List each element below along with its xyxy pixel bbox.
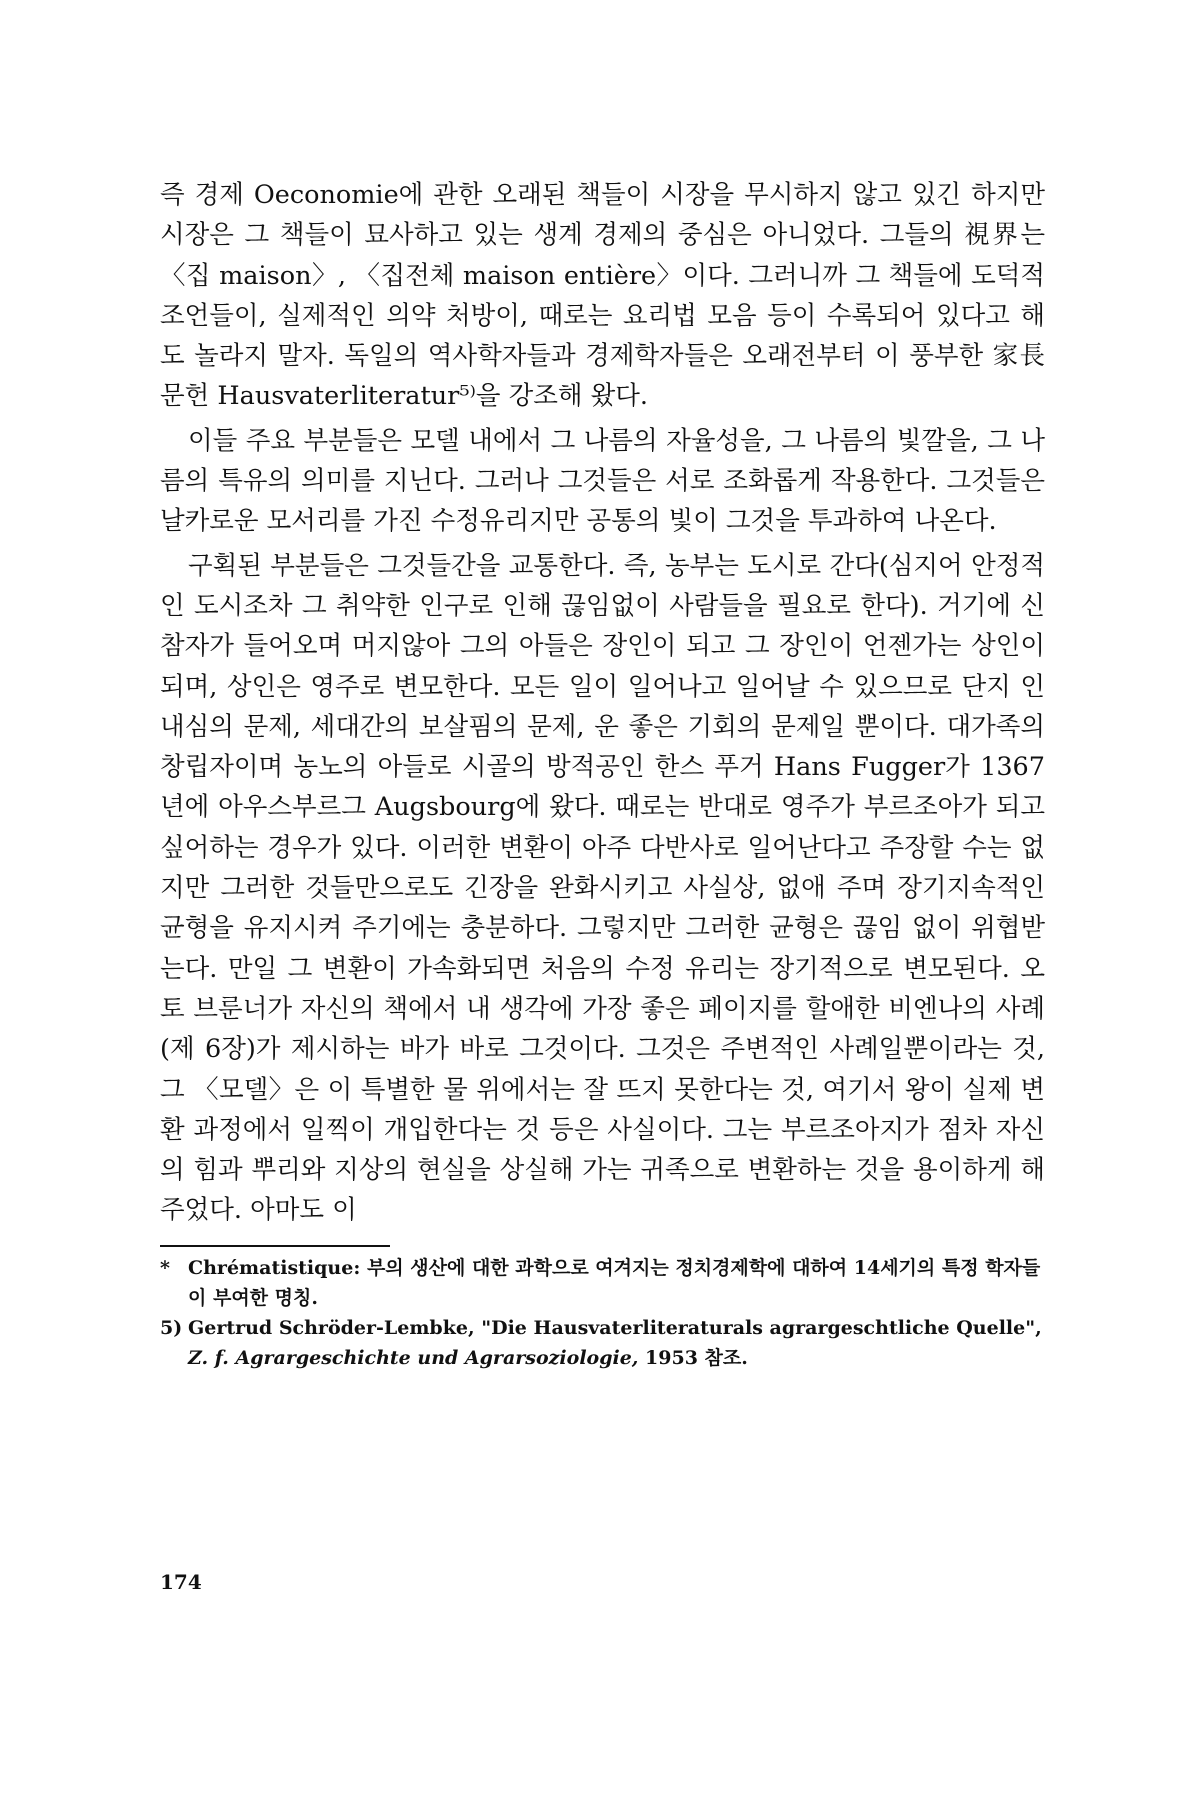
footnote-1-text: Chrématistique: 부의 생산에 대한 과학으로 여겨지는 정치경제학에 대하여 14세기의 특정 학자들이 부여한 명칭. bbox=[188, 1256, 1041, 1309]
footnote-1 bbox=[160, 1253, 1045, 1313]
page-number: 174 bbox=[160, 1570, 202, 1594]
footnotes bbox=[160, 1253, 1045, 1373]
paragraph-3: 구획된 부분들은 그것들간을 교통한다. 즉, 농부는 도시로 간다(심지어 안정적인 도시조차 그 취약한 인구로 인해 끊임없이 사람들을 필요로 한다). 거기에 신참자가 들어오며 머지않아 그의 아들은 장인이 되고 그 장인이 언젠가는 상인이 되며, 상인은 영주로 변모한다. 모든 일이 일어나고 일어날 수 있으므로 단지 인내심의 문제, 세대간의 보살핌의 문제, 운 좋은 기회의 문제일 뿐이다. 대가족의 창립자이며 농노의 아들로 시골의 방적공인 한스 푸거 Hans Fugger가 1367년에 아우스부르그 Augsbourg에 왔다. 때로는 반대로 영주가 부르조아가 되고 싶어하는 경우가 있다. 이러한 변환이 아주 다반사로 일어난다고 주장할 수는 없지만 그러한 것들만으로도 긴장을 완화시키고 사실상, 없애 주며 장기지속적인 균형을 유지시켜 주기에는 충분하다. 그렇지만 그러한 균형은 끊임 없이 위협받는다. 만일 그 변환이 가속화되면 처음의 수정 유리는 장기적으로 변모된다. 오토 브룬너가 자신의 책에서 내 생각에 가장 좋은 페이지를 할애한 비엔나의 사례(제 6장)가 제시하는 바가 바로 그것이다. 그것은 주변적인 사례일뿐이라는 것, 그 〈모델〉은 이 특별한 물 위에서는 잘 뜨지 못한다는 것, 여기서 왕이 실제 변환 과정에서 일찍이 개입한다는 것 등은 사실이다. 그는 부르조아지가 점차 자신의 힘과 뿌리와 지상의 현실을 상실해 가는 귀족으로 변환하는 것을 용이하게 해주었다. 아마도 이 bbox=[160, 550, 1045, 1226]
page-body bbox=[160, 175, 1045, 1373]
footnote-1-mark: * bbox=[160, 1256, 170, 1279]
footnote-5-mark: 5) bbox=[160, 1316, 183, 1339]
paragraph-1: 즉 경제 Oeconomie에 관한 오래된 책들이 시장을 무시하지 않고 있긴 하지만 시장은 그 책들이 묘사하고 있는 생계 경제의 중심은 아니었다. 그들의 視界는 〈집 maison〉, 〈집전체 maison entière〉이다. 그러니까 그 책들에 도덕적 조언들이, 실제적인 의약 처방이, 때로는 요리법 모음 등이 수록되어 있다고 해도 놀라지 말자. 독일의 역사학자들과 경제학자들은 오래전부터 이 풍부한 家長문헌 Hausvaterliteratur⁵⁾을 강조해 왔다. bbox=[160, 180, 1045, 412]
footnote-5-journal: Z. f. Agrargeschichte und Agrarsoziologie, bbox=[188, 1346, 639, 1369]
footnote-5-tail: 1953 참조. bbox=[645, 1346, 748, 1369]
footnote-5-text: Gertrud Schröder-Lembke, "Die Hausvaterliteraturals agrargeschtliche Quelle", bbox=[188, 1316, 1042, 1339]
footnote-5 bbox=[160, 1313, 1045, 1373]
footnote-divider bbox=[160, 1245, 390, 1247]
paragraph-2: 이들 주요 부분들은 모델 내에서 그 나름의 자율성을, 그 나름의 빛깔을, 그 나름의 특유의 의미를 지닌다. 그러나 그것들은 서로 조화롭게 작용한다. 그것들은 날카로운 모서리를 가진 수정유리지만 공통의 빛이 그것을 투과하여 나온다. bbox=[160, 425, 1045, 537]
